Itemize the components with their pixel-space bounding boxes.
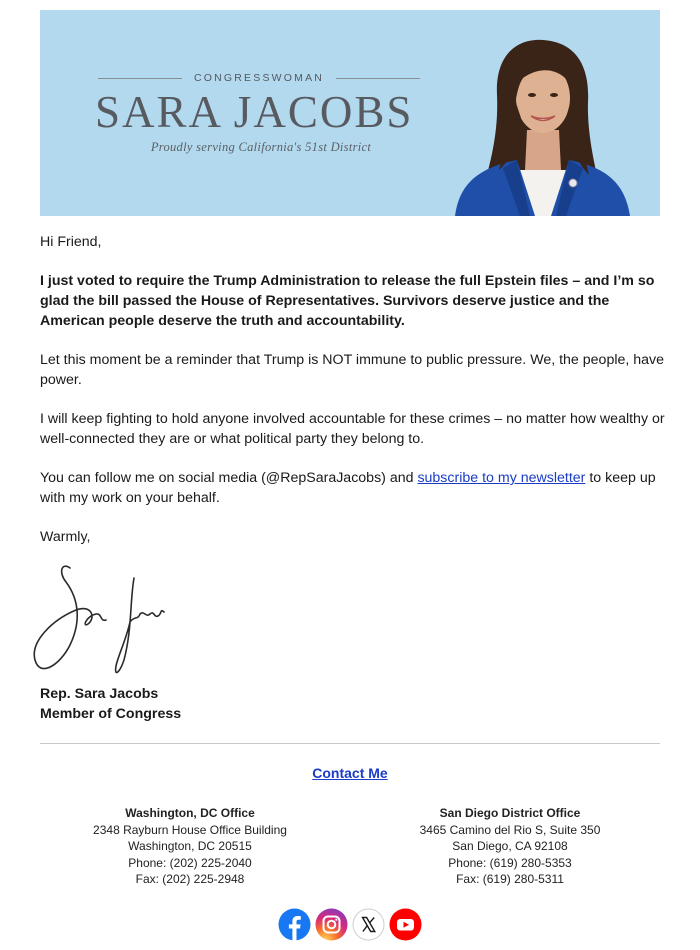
signer-name: Rep. Sara Jacobs <box>40 686 159 702</box>
facebook-icon[interactable] <box>278 908 311 941</box>
office-address-line-2: San Diego, CA 92108 <box>452 839 568 853</box>
youtube-icon[interactable] <box>389 908 422 941</box>
paragraph-accountability: I will keep fighting to hold anyone involved accountable for these crimes – no matter how wealthy or well-connected they are or what political party they belong to. <box>40 411 665 447</box>
paragraph-pressure: Let this moment be a reminder that Trump is NOT immune to public pressure. We, the people, have power. <box>40 352 665 388</box>
footer-divider <box>40 743 660 744</box>
greeting: Hi Friend, <box>40 234 102 250</box>
office-phone: Phone: (619) 280-5353 <box>448 855 572 870</box>
office-fax: Fax: (202) 225-2948 <box>135 872 245 886</box>
eyebrow-row <box>98 71 420 85</box>
follow-text-after: to keep up with my work on your behalf. <box>40 470 656 506</box>
district-tagline: Proudly serving California's 51st District <box>150 140 372 154</box>
x-icon[interactable] <box>352 908 385 941</box>
office-fax: Fax: (619) 280-5311 <box>456 872 564 886</box>
paragraph-follow <box>40 468 665 508</box>
lead-paragraph: I just voted to require the Trump Administration to release the full Epstein files – and I’m so glad the bill passed the House of Representatives. Survivors deserve justice and the American people deserve the truth and accountability. <box>40 273 655 329</box>
header-banner <box>40 10 660 216</box>
eyebrow-rule-left <box>98 78 182 79</box>
eyebrow-title: CONGRESSWOMAN <box>193 72 325 84</box>
office-name: San Diego District Office <box>439 806 581 820</box>
closing: Warmly, <box>40 529 91 545</box>
office-address-line-1: 3465 Camino del Rio S, Suite 350 <box>419 822 601 837</box>
contact-me-link[interactable]: Contact Me <box>312 765 388 781</box>
follow-text-before: You can follow me on social media (@RepSaraJacobs) and <box>40 470 418 486</box>
signature-block <box>40 684 181 724</box>
newsletter-link[interactable]: subscribe to my newsletter <box>417 470 586 486</box>
email-body <box>40 232 665 566</box>
office-san-diego <box>380 805 640 888</box>
handwritten-signature <box>30 560 175 685</box>
contact-row <box>0 765 700 781</box>
representative-name: SARA JACOBS <box>95 87 414 137</box>
social-links <box>278 906 423 942</box>
office-address-line-1: 2348 Rayburn House Office Building <box>93 822 287 837</box>
office-address-line-2: Washington, DC 20515 <box>128 839 252 853</box>
instagram-icon[interactable] <box>315 908 348 941</box>
signer-title: Member of Congress <box>40 706 182 722</box>
office-dc <box>60 805 320 888</box>
office-name: Washington, DC Office <box>125 806 255 820</box>
portrait-photo <box>425 10 660 216</box>
office-phone: Phone: (202) 225-2040 <box>128 855 252 870</box>
eyebrow-rule-right <box>336 78 420 79</box>
